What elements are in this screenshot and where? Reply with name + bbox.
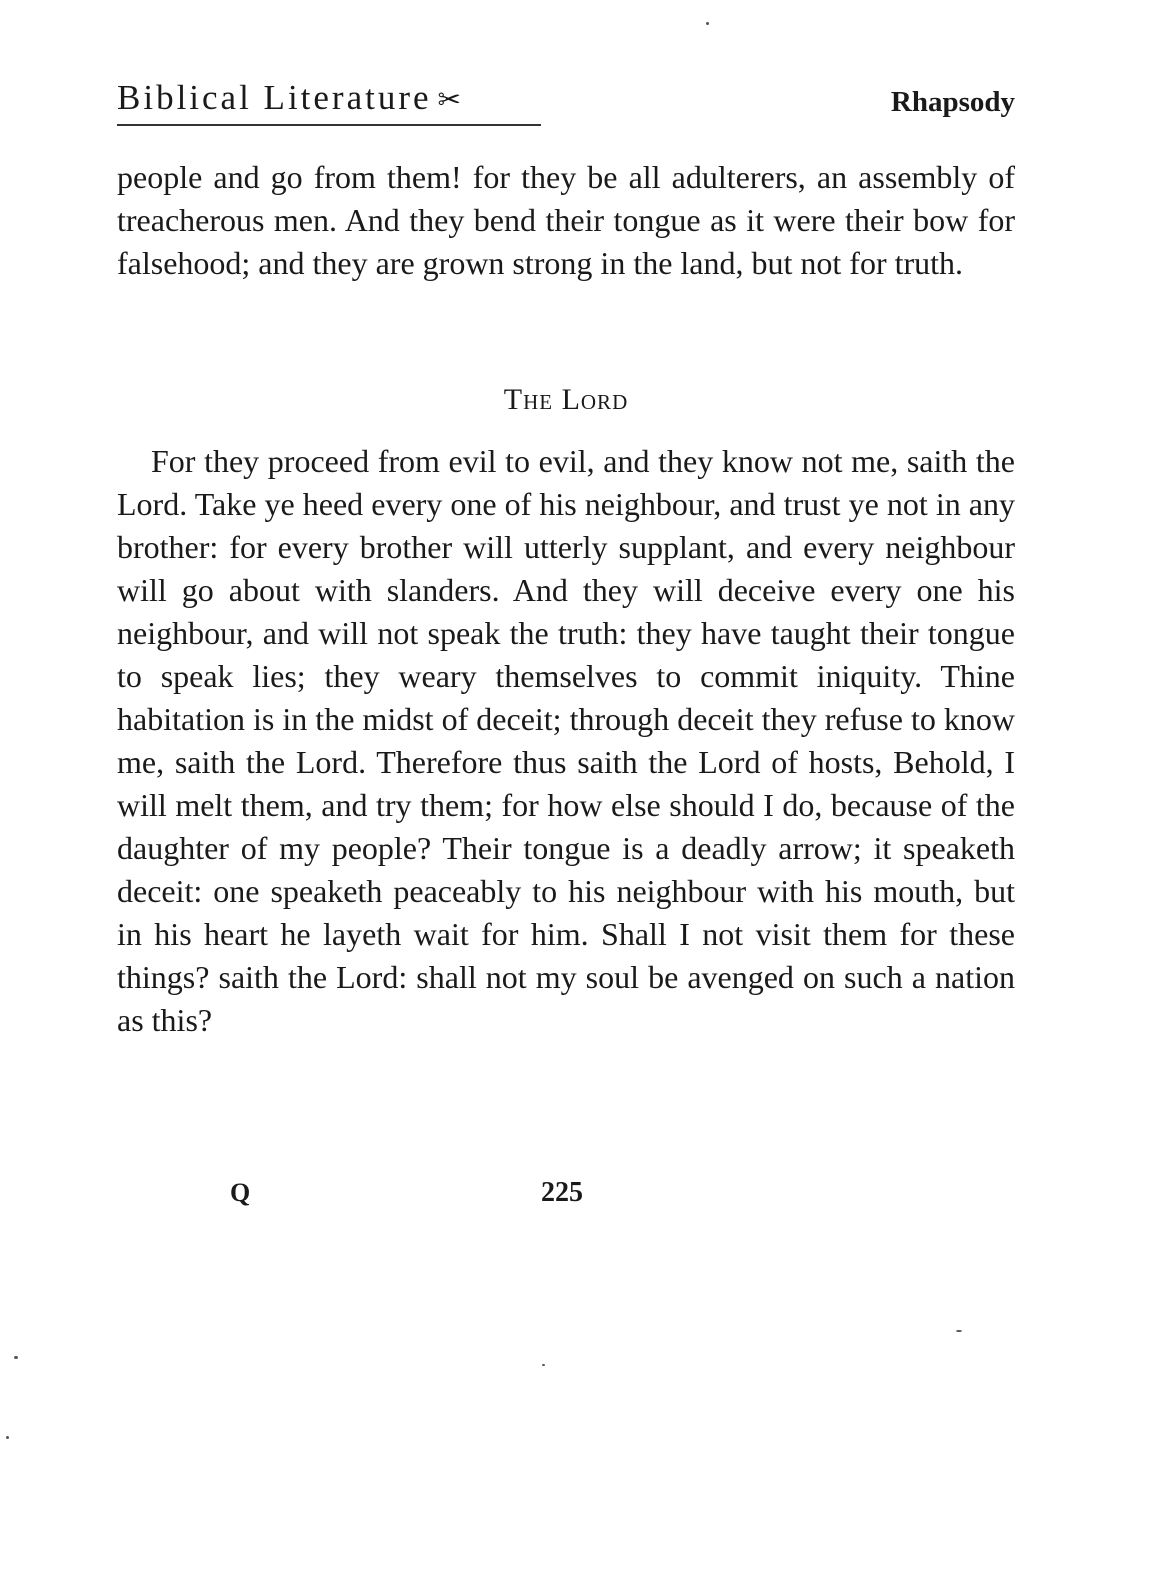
page-number: 225 [541,1177,583,1208]
paragraph-continued: people and go from them! for they be all adulterers, an assembly of treacherous men. And they bend their tongue as it were their bow for falsehood; and they are grown strong in the land, but not for truth. [117,159,1015,281]
scissors-ornament-icon: ✂ [437,85,461,116]
scan-speck [542,1364,545,1366]
scan-speck [706,22,709,25]
scan-speck [14,1356,18,1359]
signature-mark: Q [230,1178,251,1207]
running-head-section: Rhapsody [890,86,1015,118]
scan-speck [6,1436,9,1439]
paragraph-main: For they proceed from evil to evil, and they know not me, saith the Lord. Take ye heed every one of his neighbour, and trust ye not in any brother: for every brother will utterly supplant, and every neighbour will go about with slanders. And they will deceive every one his neighbour, and will not speak the truth: they have taught their tongue to speak lies; they weary themselves to commit iniquity. Thine habitation is in the midst of deceit; through deceit they refuse to know me, saith the Lord. Therefore thus saith the Lord of hosts, Behold, I will melt them, and try them; for how else should I do, because of the daughter of my people? Their tongue is a deadly arrow; it speaketh deceit: one speaketh peaceably to his neighbour with his mouth, but in his heart he layeth wait for him. Shall I not visit them for these things? saith the Lord: shall not my soul be avenged on such a nation as this? [117,443,1015,1038]
running-head [117,76,1015,126]
scan-speck [956,1330,962,1332]
running-head-title [117,76,461,123]
section-heading: The Lord [503,383,629,416]
running-head-rule [117,124,541,126]
book-title: Biblical Literature [117,78,432,117]
